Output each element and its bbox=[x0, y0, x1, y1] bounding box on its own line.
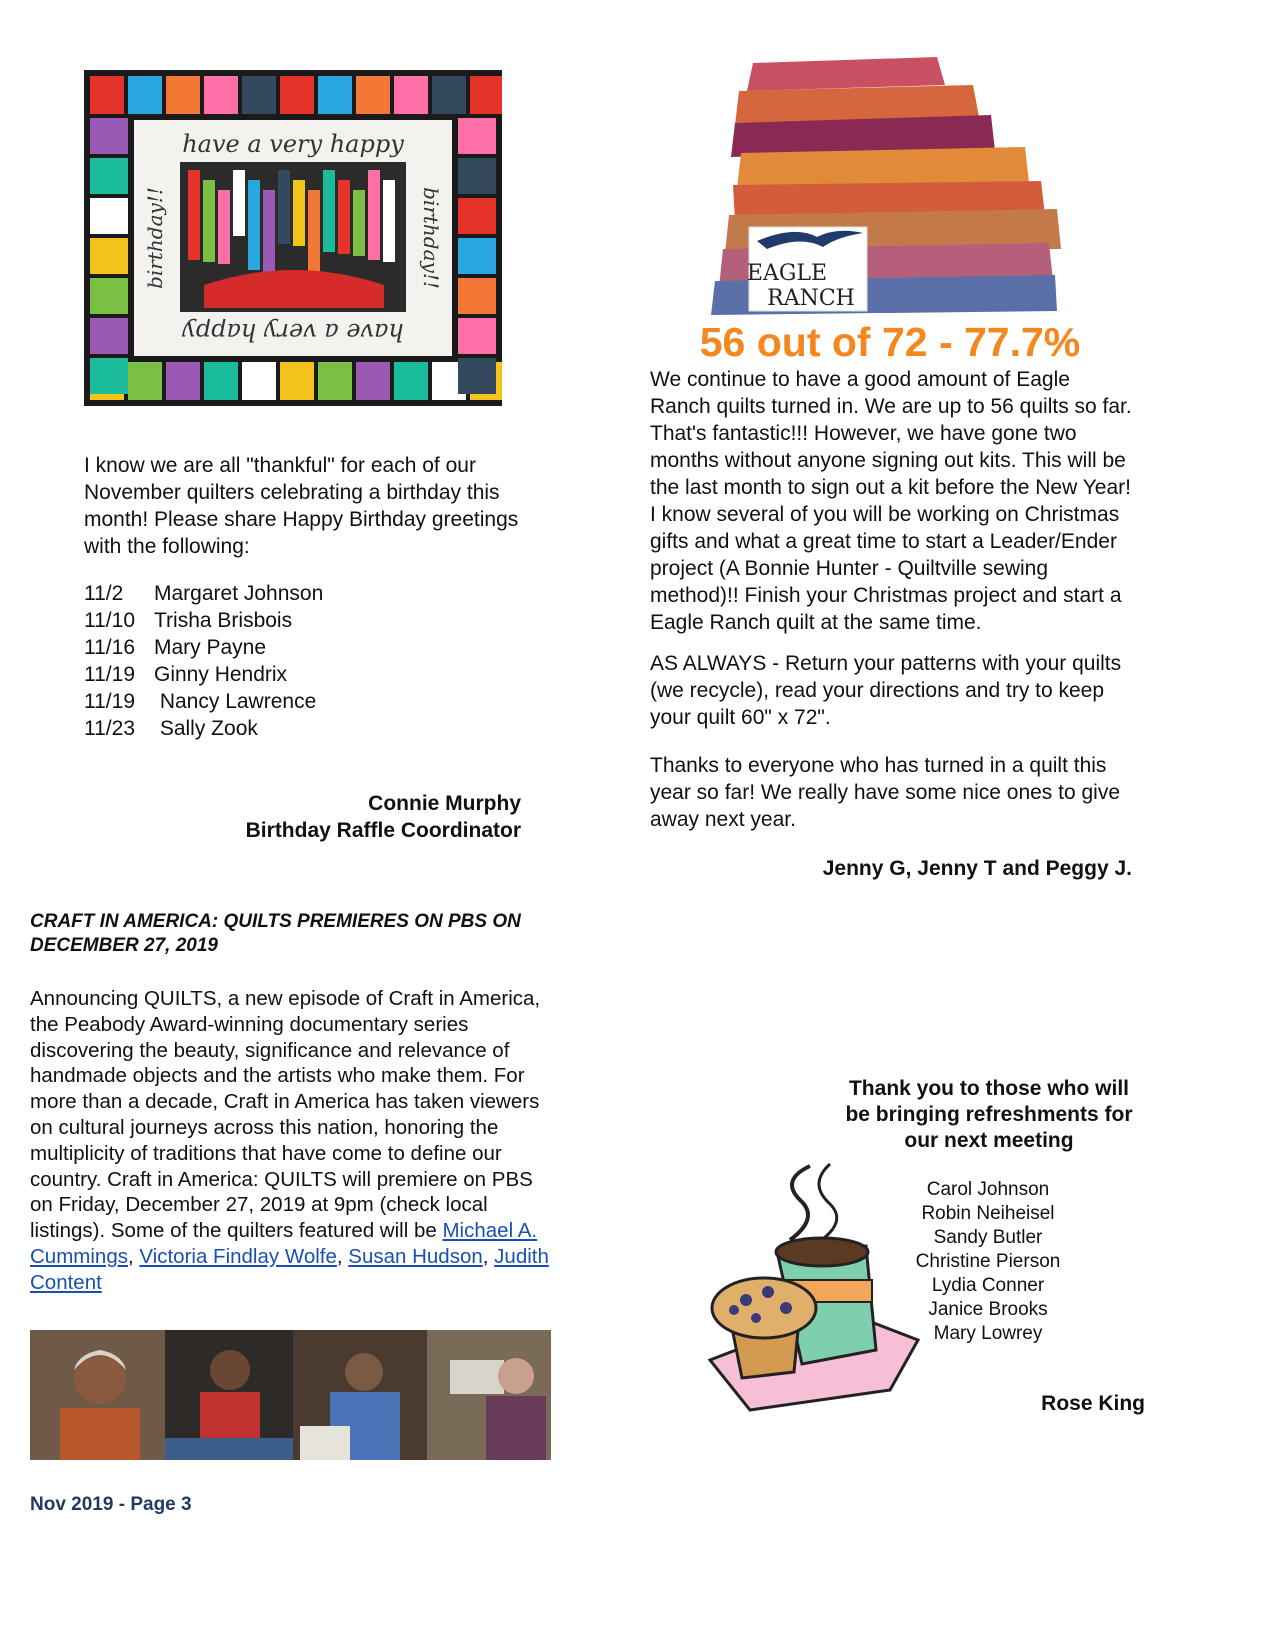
birthday-name: Trisha Brisbois bbox=[154, 609, 293, 632]
quilt-patch bbox=[458, 278, 496, 314]
candle-patch bbox=[278, 170, 290, 244]
quilt-patch bbox=[90, 76, 124, 114]
list-item: Christine Pierson bbox=[915, 1251, 1061, 1272]
candle-patch bbox=[188, 170, 200, 260]
quilt-patch bbox=[90, 318, 128, 354]
quilt-patch bbox=[242, 362, 276, 400]
candle-patch bbox=[338, 180, 350, 254]
candle-patch bbox=[368, 170, 380, 260]
link-michael-cummings[interactable]: Michael A. Cummings bbox=[30, 1219, 538, 1268]
list-item: Robin Neiheisel bbox=[921, 1203, 1055, 1224]
link-susan-hudson[interactable]: Susan Hudson bbox=[348, 1244, 483, 1268]
quilt-text-top: have a very happy bbox=[182, 130, 404, 158]
link-judith-content[interactable]: Judith Content bbox=[30, 1244, 549, 1294]
quilt-patch bbox=[90, 158, 128, 194]
pbs-article-body: Announcing QUILTS, a new episode of Craft in America, the Peabody Award-winning documentary series discovering the beauty, significance and relevance of handmade objects and the artists who make them. For more than a decade, Craft in America has taken viewers on cultural journeys across this nation, honoring the multiplicity of traditions that have come to define our country. Craft in America: QUILTS will premiere on PBS on Friday, December 27, 2019 at 9pm (check local listings). Some of the quilters featured will be Michael A. Cummings, Victoria Findlay Wolfe, Susan Hudson, Judith Content bbox=[30, 987, 549, 1294]
birthday-quilt-image bbox=[84, 70, 502, 406]
candle-patch bbox=[218, 190, 230, 264]
quilt-patch bbox=[458, 238, 496, 274]
quilt-patch bbox=[318, 76, 352, 114]
list-item bbox=[84, 634, 484, 661]
list-item bbox=[84, 607, 484, 634]
quilt-patch bbox=[458, 118, 496, 154]
signer-title: Birthday Raffle Coordinator bbox=[245, 819, 521, 842]
eagle-ranch-quilt-stack-image bbox=[705, 55, 1065, 317]
candle-patch bbox=[353, 190, 365, 256]
eagle-ranch-paragraph-2: AS ALWAYS - Return your patterns with your quilts (we recycle), read your directions and try to keep your quilt 60" x 72". bbox=[650, 652, 1122, 729]
quilt-patch bbox=[166, 362, 200, 400]
quilt-patch bbox=[432, 76, 466, 114]
candle-patch bbox=[203, 180, 215, 262]
quilt-patch bbox=[90, 278, 128, 314]
birthday-date: 11/16 bbox=[84, 636, 135, 659]
list-item: Mary Lowrey bbox=[933, 1323, 1043, 1344]
list-item: Janice Brooks bbox=[928, 1299, 1048, 1320]
eagle-ranch-signature: Jenny G, Jenny T and Peggy J. bbox=[822, 857, 1132, 880]
quilt-patch bbox=[280, 362, 314, 400]
candle-patch bbox=[383, 180, 395, 262]
birthday-name: Mary Payne bbox=[154, 636, 267, 659]
quilt-text-bottom: have a very happy bbox=[182, 318, 404, 346]
quilt-text-left: birthday!! bbox=[143, 187, 167, 289]
quilt-patch bbox=[128, 362, 162, 400]
quilt-patch bbox=[166, 76, 200, 114]
quilt-patch bbox=[356, 362, 390, 400]
link-victoria-findlay-wolfe[interactable]: Victoria Findlay Wolfe bbox=[139, 1244, 337, 1268]
quilt-patch bbox=[90, 198, 128, 234]
eagle-ranch-logo-line2: RANCH bbox=[767, 286, 855, 311]
birthday-list bbox=[84, 580, 484, 742]
eagle-ranch-headline: 56 out of 72 - 77.7% bbox=[699, 319, 1081, 365]
coffee-muffin-clipart bbox=[690, 1160, 922, 1412]
birthday-name: Nancy Lawrence bbox=[154, 690, 317, 713]
quilt-patch bbox=[280, 76, 314, 114]
quilt-patch bbox=[458, 318, 496, 354]
quilt-patch bbox=[204, 362, 238, 400]
refreshments-heading: Thank you to those who will be bringing refreshments for our next meeting bbox=[845, 1077, 1133, 1152]
quilt-patch bbox=[90, 358, 128, 394]
list-item bbox=[84, 688, 484, 715]
list-item bbox=[84, 661, 484, 688]
candle-patch bbox=[293, 180, 305, 246]
quilt-patch bbox=[90, 238, 128, 274]
birthday-date: 11/19 bbox=[84, 663, 135, 686]
candle-patch bbox=[233, 170, 245, 236]
birthday-date: 11/23 bbox=[84, 717, 135, 740]
quilt-patch bbox=[470, 76, 502, 114]
birthday-date: 11/2 bbox=[84, 582, 124, 605]
signer-name: Connie Murphy bbox=[368, 792, 521, 815]
refreshments-signature: Rose King bbox=[1041, 1392, 1145, 1415]
candle-patch bbox=[263, 190, 275, 272]
pbs-heading: CRAFT IN AMERICA: QUILTS PREMIERES ON PBS ON DECEMBER 27, 2019 bbox=[30, 911, 521, 956]
candle-patch bbox=[248, 180, 260, 270]
birthday-name: Sally Zook bbox=[154, 717, 258, 740]
eagle-ranch-logo-line1: EAGLE bbox=[746, 261, 828, 286]
list-item: Sandy Butler bbox=[933, 1227, 1043, 1248]
birthday-name: Margaret Johnson bbox=[154, 582, 324, 605]
list-item bbox=[84, 580, 484, 607]
candle-patch bbox=[323, 170, 335, 252]
eagle-ranch-paragraph-1: We continue to have a good amount of Eagle Ranch quilts turned in. We are up to 56 quilts so far. That's fantastic!!! However, we have gone two months without anyone signing out kits. This will be the last month to sign out a kit before the New Year! I know several of you will be working on Christmas gifts and what a great time to start a Leader/Ender project (A Bonnie Hunter - Quiltville sewing method)!! Finish your Christmas project and start a Eagle Ranch quilt at the same time. bbox=[650, 368, 1132, 634]
list-item bbox=[84, 715, 484, 742]
candle-patch bbox=[308, 190, 320, 280]
birthday-date: 11/19 bbox=[84, 690, 135, 713]
quilt-patch bbox=[458, 158, 496, 194]
quilt-patch bbox=[458, 358, 496, 394]
quilt-patch bbox=[128, 76, 162, 114]
quilt-patch bbox=[318, 362, 352, 400]
quilt-text-right: birthday!! bbox=[419, 187, 443, 289]
quilt-patch bbox=[90, 118, 128, 154]
quilt-patch bbox=[394, 76, 428, 114]
list-item: Lydia Conner bbox=[931, 1275, 1045, 1296]
quilt-patch bbox=[242, 76, 276, 114]
eagle-ranch-paragraph-3: Thanks to everyone who has turned in a quilt this year so far! We really have some nice ones to give away next year. bbox=[650, 754, 1121, 831]
birthday-signature bbox=[200, 790, 521, 844]
page-footer: Nov 2019 - Page 3 bbox=[30, 1494, 192, 1515]
quilt-patch bbox=[356, 76, 390, 114]
quilt-patch bbox=[204, 76, 238, 114]
quilt-patch bbox=[394, 362, 428, 400]
pbs-quilters-photo-strip bbox=[30, 1330, 551, 1460]
birthday-name: Ginny Hendrix bbox=[154, 663, 288, 686]
quilt-patch bbox=[458, 198, 496, 234]
list-item: Carol Johnson bbox=[926, 1179, 1050, 1200]
pbs-body-text: Announcing QUILTS, a new episode of Craft in America, the Peabody Award-winning documentary series discovering the beauty, significance and relevance of handmade objects and the artists who make them. For more than a decade, Craft in America has taken viewers on cultural journeys across this nation, honoring the multiplicity of traditions that have come to define our country. Craft in America: QUILTS will premiere on PBS on Friday, December 27, 2019 at 9pm (check local listings). Some of the quilters featured will be bbox=[30, 987, 541, 1243]
birthday-date: 11/10 bbox=[84, 609, 135, 632]
birthday-intro: I know we are all "thankful" for each of our November quilters celebrating a birthday this month! Please share Happy Birthday greetings with the following: bbox=[84, 454, 519, 558]
